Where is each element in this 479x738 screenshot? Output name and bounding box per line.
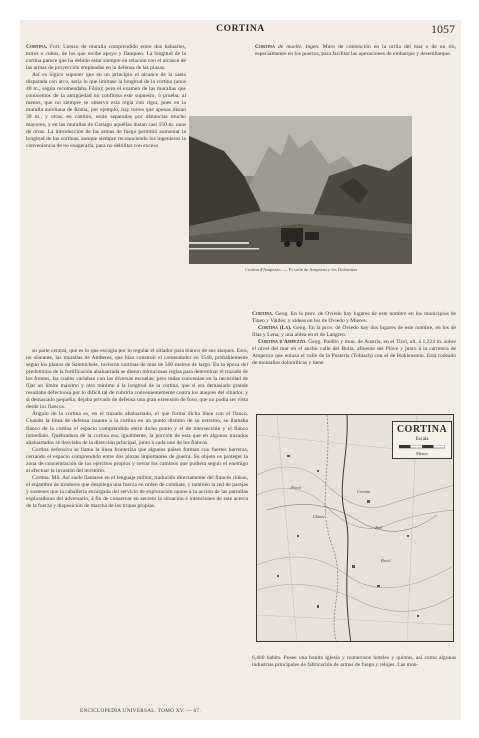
map-title: CORTINA — [396, 424, 448, 435]
entry-fort-cont: Así es lógico suponer que en un principio el alcance de la saeta disparada con arco, sería lo que limitase la longitud de la cortina (unos 40 m., según recomendaba Filón); pero el examen de las murallas que conocemos de la antigüedad no confirma este supuesto, ó prueba, al menos, que no siempre se observó esta regla con rigor, pues en la muralla aureliana de Roma, por ejemplo, hay torres que apenas distan 30 m., y otras, en cambio, están separadas por distancias mucho mayores; y en las murallas de Cartago aquéllas distan casi 150 m. unas de otras. La introducción de las armas de fuego permitió aumentar la longitud de las cortinas, aunque siempre reconociendo los ingenieros la conveniencia de no exagerarla, para no debilitar con exceso — [26, 72, 186, 149]
paragraph: 6,400 habits. Posee una bonita iglesia y numerosos hoteles y quintas, así como algunas industrias principales de fabricación de armas de fuego y relojes. Las mon- — [252, 655, 456, 669]
left-column-bottom — [26, 348, 248, 510]
entry-body: Geog. Pueblo y mun. de Austria, en el Tirol, alt. á 1,224 m. sobre el nivel del mar en el ancho valle del Boita, afluente del Piave y junto á la carretera de Ampezzo que enlaza el valle de la Pusteria (Toblach) con el de Hohlenstein. Está rodeado de montañas dolomíticas y tiene — [252, 339, 456, 367]
entry-body: Geog. En la prov. de Oviedo hay dos lugares de este nombre, en los de Illas y Lena; y una aldea en el de Langreo. — [252, 325, 456, 339]
entry-body: Geog. En la prov. de Oviedo hay lugares de este nombre en los municipios de Tineo y Valdés; y aldeas en los de Oviedo y Mieres. — [252, 311, 456, 325]
map-place-label: Cortina — [357, 489, 371, 494]
map-place-label: Chiave — [313, 514, 325, 519]
right-column-mid — [252, 311, 456, 367]
entry-body: Fort. Lienzo de muralla comprendido entre dos baluartes, torres o cubos, de los que recibe apoyo y flanqueo. La longitud de la cortina parece que ha debido estar siempre en relación con el alcance de las armas de proyección empleadas en la defensa de las plazas. — [26, 44, 186, 72]
entry-headword: Cortina (La). — [258, 325, 292, 332]
encyclopedia-page — [20, 20, 461, 720]
entry-headword: Cortina — [255, 44, 275, 50]
map-place-label: Pecol — [381, 558, 391, 563]
photo-caption: Cortina d'Ampezzo. — El valle de Ampezzo y los Dolomitas — [244, 267, 358, 272]
entry-geog-2 — [252, 325, 456, 339]
map-cortina — [256, 414, 454, 642]
scale-bar — [399, 445, 445, 450]
right-column-top — [255, 44, 456, 58]
entry-headword: Cortina. — [252, 311, 274, 317]
map-place-label: Zuel — [375, 525, 383, 530]
entry-body: Muro de contención en la orilla del mar o de un río, especialmente en los puertos, para facilitar las operaciones de embarque y desembarque. — [255, 44, 456, 58]
page-header — [20, 24, 461, 38]
running-title: CORTINA — [216, 24, 265, 34]
entry-headword: Cortina. — [26, 44, 48, 50]
entry-geog-3 — [252, 339, 456, 367]
map-place-label: Pocol — [291, 485, 301, 490]
entry-headword: Cortina d'Ampezzo. — [258, 339, 307, 346]
paragraph: Cortina. Mil. Así suele llamarse en el lenguaje militar, traducido directamente del francés rideau, el enjambre de tiradores que despliega una fuerza en orden de combate, y también la red de parejas y sostenes que la caballería encargada del servicio de exploración opone á la acción de las patrullas exploradoras del adversario, á fin de conservar en secreto la situación é intenciones de este acerca de la fuerza y disposición de marcha de las tropas propias. — [26, 474, 248, 510]
entry-mueller — [255, 44, 456, 58]
entry-fort — [26, 44, 186, 72]
right-column-bottom — [252, 655, 456, 669]
map-scale-label: Escala — [415, 437, 429, 442]
entry-field: de muelle. Ingen. — [277, 44, 320, 50]
landscape-engraving — [189, 116, 412, 264]
left-column-top — [26, 44, 186, 150]
map-legend-box — [392, 421, 452, 459]
paragraph: su parte central, que es lo que escogía por lo regular el sitiador para blanco de sus ataques. Esto, no obstante, las murallas de Amberes, que hizo construir el comendador en 1540, probablemente según los planos de Sanmichele, tuvieron cortinas de más de 500 metros de largo. En la época del predominio de la fortificación abaluartada se dieron minuciosas reglas para determinar el trazado de los frentes, las cuales variaban con las diversas escuelas; pero todas convenían en la necesidad de fijar un límite máximo y otro mínimo á la longitud de la cortina, que si era demasiado grande resultaba defectuosa por lo difícil tal de cubrirla convenientemente contra los ataques del sitiador, y si demasiado pequeña, dejaba privado de defensa una gran extensión de foso, que no podía ser vista desde los flancos. — [26, 348, 248, 411]
paragraph: Ángulo de la cortina es, en el trazado abaluartado, el que forma dicha línea con el flanco. Cuando la línea de defensa rasante á la cortina en un punto distinto de su extremo, se llamaba flanco de la cortina el espacio comprendido entre dicho punto y el de intersección y el flanco inmediato. Quebradura de la cortina era, igualmente, la porción de esta que en algunos trazados abaluartados se desviaba de la dirección principal, junto á cada uno de los flancos. — [26, 411, 248, 446]
page-number: 1057 — [431, 22, 455, 36]
paragraph: Cortina defensiva se llama la línea fronteriza que algunos países forman con fuertes barreras, cerrando el espacio comprendido entre dos plazas importantes de guerra. Su objeto es proteger la zona de concentración de los ejércitos propios y cerrar los caminos que pudiera seguir el enemigo al efectuar la invasión del territorio. — [26, 446, 248, 474]
map-scale-unit: Metros — [416, 451, 428, 456]
photo-cortina-ampezzo — [189, 116, 412, 264]
entry-geog-1 — [252, 311, 456, 325]
page-footer: ENCICLOPEDIA UNIVERSAL. TOMO XV. — 67. — [80, 708, 201, 714]
